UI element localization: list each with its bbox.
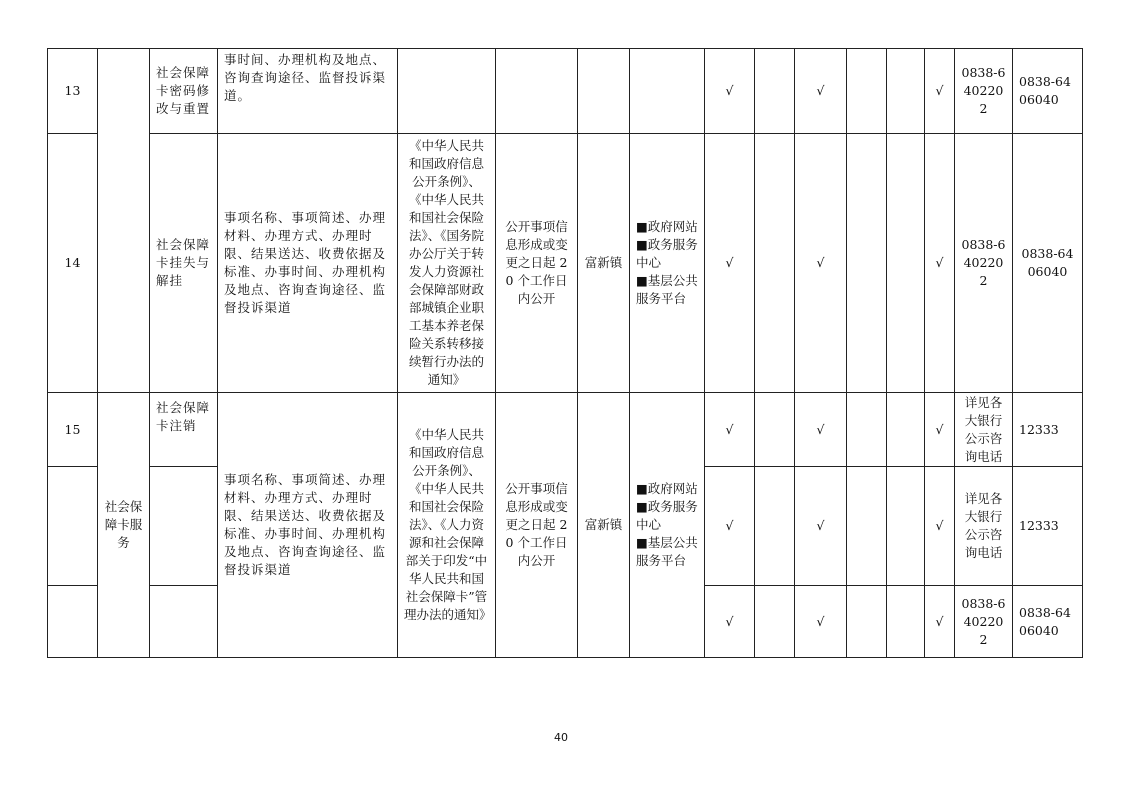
check-mark: √ [705, 586, 755, 658]
item-name: 社会保障卡注销 [150, 393, 218, 467]
disclosure-subject [578, 49, 630, 134]
disclosure-channel [630, 49, 705, 134]
check-mark: √ [795, 393, 847, 467]
channel-option: ■基层公共服务平台 [636, 535, 698, 568]
contact-number: 0838-6402202 [955, 49, 1013, 134]
table-row [48, 49, 1083, 134]
disclosure-basis [398, 49, 496, 134]
contact-number: 详见各大银行公示咨询电话 [955, 467, 1013, 586]
time-limit [496, 49, 578, 134]
disclosure-channel [630, 393, 705, 658]
contact-number: 0838-6402202 [955, 586, 1013, 658]
contact-number: 详见各大银行公示咨询电话 [955, 393, 1013, 467]
check-mark: √ [795, 467, 847, 586]
check-mark [755, 467, 795, 586]
check-mark [847, 134, 887, 393]
check-mark: √ [925, 467, 955, 586]
item-name [150, 467, 218, 586]
complaint-phone: 0838-6406040 [1013, 49, 1083, 134]
time-limit: 公开事项信息形成或变更之日起 20 个工作日内公开 [496, 134, 578, 393]
check-mark: √ [795, 134, 847, 393]
disclosure-basis: 《中华人民共和国政府信息公开条例》、《中华人民共和国社会保险法》、《国务院办公厅关于转发人力资源社会保障部财政部城镇企业职工基本养老保险关系转移接续暂行办法的通知》 [398, 134, 496, 393]
channel-option: ■政府网站 [636, 219, 698, 234]
check-mark: √ [925, 49, 955, 134]
check-mark [887, 467, 925, 586]
complaint-phone: 12333 [1013, 393, 1083, 467]
disclosure-content: 事项名称、事项简述、办理材料、办理方式、办理时限、结果送达、收费依据及标准、办事时间、办理机构及地点、咨询查询途径、监督投诉渠道 [218, 134, 398, 393]
disclosure-content: 事项名称、事项简述、办理材料、办理方式、办理时限、结果送达、收费依据及标准、办事时间、办理机构及地点、咨询查询途径、监督投诉渠道 [218, 393, 398, 658]
category-cell [98, 49, 150, 393]
complaint-phone: 12333 [1013, 467, 1083, 586]
disclosure-subject: 富新镇 [578, 393, 630, 658]
page-number: 40 [554, 731, 568, 744]
check-mark [847, 467, 887, 586]
row-number: 15 [48, 393, 98, 467]
check-mark: √ [795, 49, 847, 134]
check-mark [887, 49, 925, 134]
check-mark: √ [705, 467, 755, 586]
channel-option: ■政务服务中心 [636, 237, 698, 270]
check-mark: √ [705, 393, 755, 467]
table-row [48, 393, 1083, 467]
row-number [48, 467, 98, 586]
row-number: 13 [48, 49, 98, 134]
check-mark [847, 49, 887, 134]
disclosure-subject: 富新镇 [578, 134, 630, 393]
check-mark: √ [705, 49, 755, 134]
item-name: 社会保障卡密码修改与重置 [150, 49, 218, 134]
category-name: 社会保障卡服务 [98, 393, 150, 658]
check-mark: √ [925, 134, 955, 393]
contact-number: 0838-6402202 [955, 134, 1013, 393]
check-mark: √ [925, 586, 955, 658]
check-mark [755, 134, 795, 393]
channel-option: ■政府网站 [636, 481, 698, 496]
check-mark: √ [925, 393, 955, 467]
row-number: 14 [48, 134, 98, 393]
check-mark: √ [705, 134, 755, 393]
complaint-phone: 0838-6406040 [1013, 586, 1083, 658]
check-mark [755, 393, 795, 467]
check-mark [847, 586, 887, 658]
channel-option: ■政务服务中心 [636, 499, 698, 532]
check-mark [847, 393, 887, 467]
check-mark [887, 586, 925, 658]
check-mark [755, 49, 795, 134]
item-name [150, 586, 218, 658]
check-mark [755, 586, 795, 658]
complaint-phone: 0838-6406040 [1013, 134, 1083, 393]
disclosure-table [47, 48, 1083, 658]
check-mark [887, 393, 925, 467]
check-mark: √ [795, 586, 847, 658]
disclosure-content: 事时间、办理机构及地点、咨询查询途径、监督投诉渠道。 [218, 49, 398, 134]
disclosure-basis: 《中华人民共和国政府信息公开条例》、《中华人民共和国社会保险法》、《人力资源和社会保障部关于印发“中华人民共和国社会保障卡”管理办法的通知》 [398, 393, 496, 658]
item-name: 社会保障卡挂失与解挂 [150, 134, 218, 393]
check-mark [887, 134, 925, 393]
disclosure-channel [630, 134, 705, 393]
row-number [48, 586, 98, 658]
time-limit: 公开事项信息形成或变更之日起 20 个工作日内公开 [496, 393, 578, 658]
channel-option: ■基层公共服务平台 [636, 273, 698, 306]
table-row [48, 134, 1083, 393]
